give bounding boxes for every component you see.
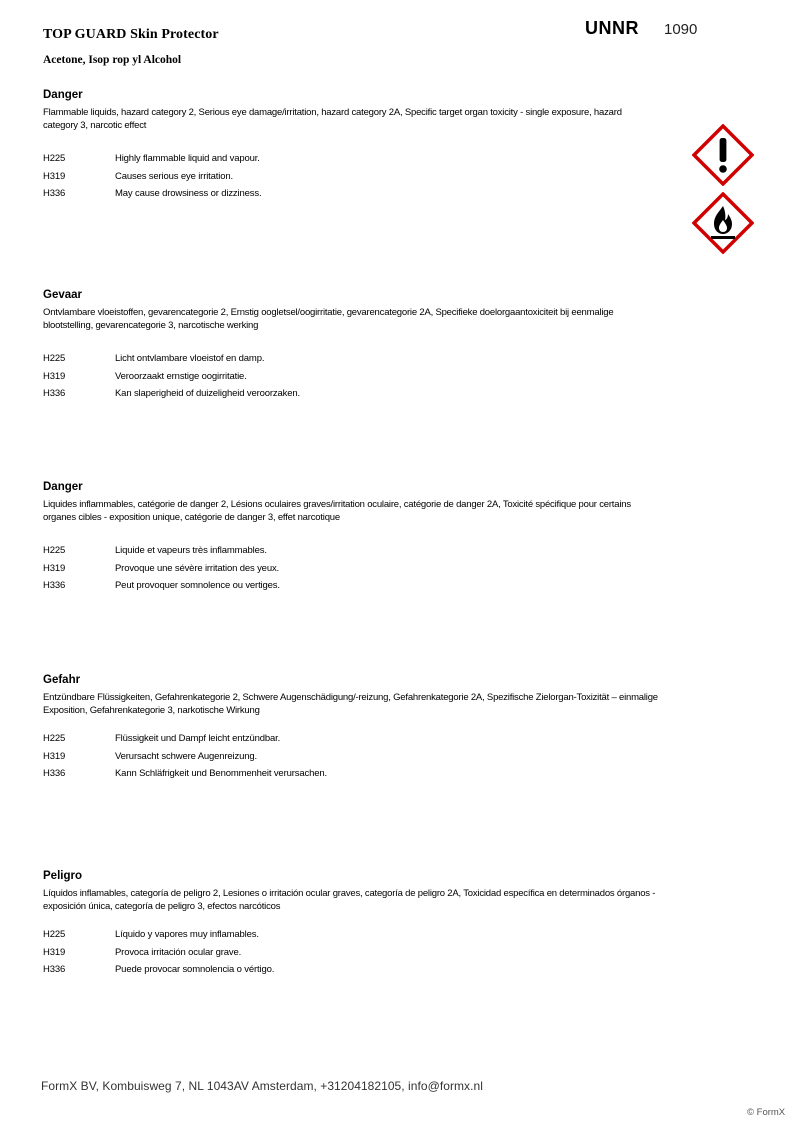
hazard-statement-row bbox=[43, 542, 658, 560]
hazard-statement-row bbox=[43, 368, 658, 386]
hazard-code: H225 bbox=[43, 733, 66, 744]
signal-word: Gefahr bbox=[43, 674, 81, 686]
unnr-label: UNNR bbox=[585, 18, 639, 38]
hazard-code: H336 bbox=[43, 964, 66, 975]
hazard-classification: Flammable liquids, hazard category 2, Serious eye damage/irritation, hazard category 2A, Specific target organ toxicity - single exposure, hazard category 3, narcotic effect bbox=[43, 107, 622, 131]
hazard-text: Liquide et vapeurs très inflammables. bbox=[115, 545, 267, 556]
hazard-statement-row bbox=[43, 944, 658, 962]
signal-word: Peligro bbox=[43, 870, 82, 882]
hazard-section-de bbox=[43, 673, 658, 783]
hazard-statements bbox=[43, 730, 658, 783]
hazard-statement-row bbox=[43, 577, 658, 595]
hazard-statement-row bbox=[43, 926, 658, 944]
hazard-statement-row bbox=[43, 748, 658, 766]
product-title: TOP GUARD Skin Protector bbox=[43, 27, 219, 42]
hazard-code: H319 bbox=[43, 370, 66, 382]
hazard-statement-row bbox=[43, 385, 658, 403]
hazard-code: H319 bbox=[43, 750, 66, 762]
exclamation-mark-icon bbox=[692, 124, 754, 186]
hazard-section-es bbox=[43, 869, 658, 979]
hazard-text: Flüssigkeit und Dampf leicht entzündbar. bbox=[115, 733, 281, 744]
hazard-section-fr bbox=[43, 480, 658, 595]
hazard-classification: Líquidos inflamables, categoría de peligro 2, Lesiones o irritación ocular graves, categoría de peligro 2A, Toxicidad específica en determinados órganos - exposición única, categoría de peligro 3, efectos narcóticos bbox=[43, 888, 656, 912]
hazard-classification: Ontvlambare vloeistoffen, gevarencategorie 2, Ernstig oogletsel/oogirritatie, gevarencategorie 2A, Specifieke doelorgaantoxiciteit bij eenmalige blootstelling, gevarencategorie 3, narcotische werking bbox=[43, 307, 614, 331]
hazard-statements bbox=[43, 542, 658, 595]
hazard-code: H225 bbox=[43, 353, 66, 364]
hazard-code: H319 bbox=[43, 170, 66, 182]
hazard-statement-row bbox=[43, 350, 658, 368]
hazard-text: Kan slaperigheid of duizeligheid veroorzaken. bbox=[115, 388, 300, 399]
hazard-section-en bbox=[43, 88, 658, 203]
hazard-text: Licht ontvlambare vloeistof en damp. bbox=[115, 353, 265, 364]
hazard-text: Provoca irritación ocular grave. bbox=[115, 946, 242, 958]
hazard-code: H336 bbox=[43, 388, 66, 399]
hazard-statements bbox=[43, 350, 658, 403]
hazard-statement-row bbox=[43, 168, 658, 186]
hazard-statement-row bbox=[43, 765, 658, 783]
signal-word: Danger bbox=[43, 481, 83, 493]
hazard-statements bbox=[43, 150, 658, 203]
hazard-classification: Liquides inflammables, catégorie de danger 2, Lésions oculaires graves/irritation oculaire, catégorie de danger 2A, Toxicité spécifique pour certains organes cibles - exposition unique, catégorie de danger 3, effet narcotique bbox=[43, 499, 631, 523]
hazard-code: H336 bbox=[43, 580, 66, 591]
hazard-section-nl bbox=[43, 288, 658, 403]
hazard-code: H319 bbox=[43, 562, 66, 574]
hazard-statement-row bbox=[43, 730, 658, 748]
hazard-code: H225 bbox=[43, 929, 66, 940]
hazard-code: H336 bbox=[43, 188, 66, 199]
hazard-text: Highly flammable liquid and vapour. bbox=[115, 153, 260, 164]
hazard-code: H225 bbox=[43, 153, 66, 164]
hazard-statement-row bbox=[43, 961, 658, 979]
hazard-code: H225 bbox=[43, 545, 66, 556]
signal-word: Gevaar bbox=[43, 289, 83, 301]
hazard-text: Provoque une sévère irritation des yeux. bbox=[115, 562, 280, 574]
hazard-text: Peut provoquer somnolence ou vertiges. bbox=[115, 580, 280, 591]
hazard-text: May cause drowsiness or dizziness. bbox=[115, 188, 262, 199]
hazard-code: H319 bbox=[43, 946, 66, 958]
hazard-classification: Entzündbare Flüssigkeiten, Gefahrenkategorie 2, Schwere Augenschädigung/-reizung, Gefahrenkategorie 2A, Spezifische Zielorgan-Toxizität – einmalige Exposition, Gefahrenkategorie 3, narkotische Wirkung bbox=[43, 692, 658, 716]
hazard-code: H336 bbox=[43, 768, 66, 779]
signal-word: Danger bbox=[43, 89, 83, 101]
copyright-notice: © FormX bbox=[747, 1107, 786, 1118]
product-ingredients: Acetone, Isop rop yl Alcohol bbox=[43, 54, 182, 66]
hazard-text: Verursacht schwere Augenreizung. bbox=[115, 750, 258, 762]
flame-icon bbox=[692, 192, 754, 254]
hazard-statement-row bbox=[43, 560, 658, 578]
unnr-value: 1090 bbox=[664, 21, 698, 38]
hazard-text: Veroorzaakt ernstige oogirritatie. bbox=[115, 370, 247, 382]
hazard-statement-row bbox=[43, 150, 658, 168]
hazard-statements bbox=[43, 926, 658, 979]
company-address: FormX BV, Kombuisweg 7, NL 1043AV Amsterdam, +31204182105, info@formx.nl bbox=[41, 1079, 483, 1093]
hazard-text: Líquido y vapores muy inflamables. bbox=[115, 929, 259, 940]
hazard-statement-row bbox=[43, 185, 658, 203]
hazard-text: Kann Schläfrigkeit und Benommenheit verursachen. bbox=[115, 768, 327, 779]
hazard-text: Puede provocar somnolencia o vértigo. bbox=[115, 964, 275, 975]
hazard-text: Causes serious eye irritation. bbox=[115, 170, 233, 182]
